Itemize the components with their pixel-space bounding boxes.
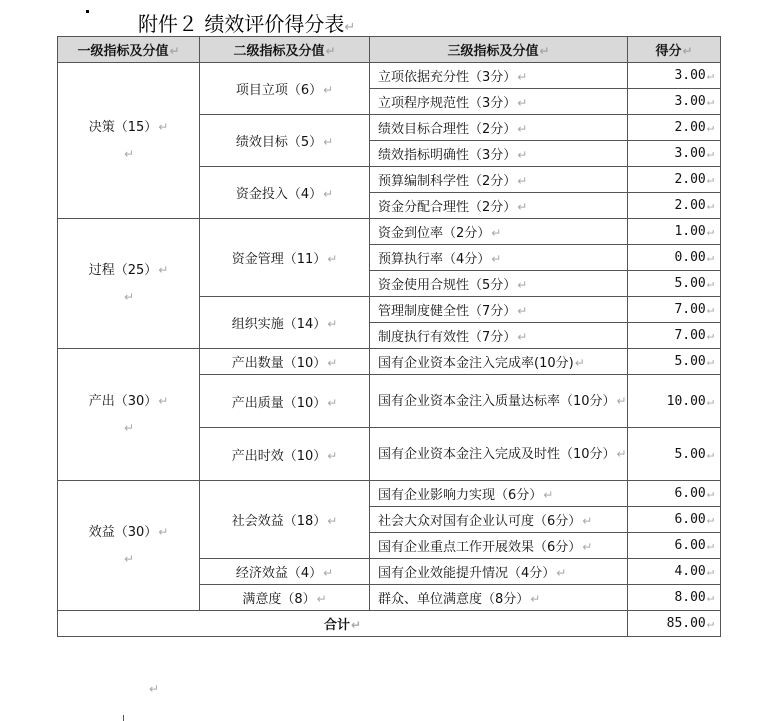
table-row <box>58 349 721 375</box>
table-row <box>58 63 721 89</box>
level3-cell: 资金分配合理性（2分）↵ <box>370 193 628 219</box>
level2-cell: 产出数量（10）↵ <box>200 349 370 375</box>
level3-cell: 管理制度健全性（7分）↵ <box>370 297 628 323</box>
level1-cell: 决策（15）↵ ↵ <box>58 63 200 219</box>
level3-cell: 绩效目标合理性（2分）↵ <box>370 115 628 141</box>
level2-cell: 资金管理（11）↵ <box>200 219 370 297</box>
level2-cell: 项目立项（6）↵ <box>200 63 370 115</box>
table-row <box>58 219 721 245</box>
level2-cell: 产出质量（10）↵ <box>200 375 370 428</box>
corner-mark <box>86 10 89 13</box>
score-cell: 2.00↵ <box>628 193 721 219</box>
score-cell: 0.00↵ <box>628 245 721 271</box>
score-cell: 6.00↵ <box>628 533 721 559</box>
level3-cell: 立项程序规范性（3分）↵ <box>370 89 628 115</box>
level2-cell: 组织实施（14）↵ <box>200 297 370 349</box>
score-cell: 1.00↵ <box>628 219 721 245</box>
level1-cell: 产出（30）↵ ↵ <box>58 349 200 481</box>
total-score: 85.00↵ <box>628 611 721 637</box>
level2-cell: 绩效目标（5）↵ <box>200 115 370 167</box>
score-cell: 3.00↵ <box>628 89 721 115</box>
level3-cell: 社会大众对国有企业认可度（6分）↵ <box>370 507 628 533</box>
level3-cell: 群众、单位满意度（8分）↵ <box>370 585 628 611</box>
level3-cell: 预算编制科学性（2分）↵ <box>370 167 628 193</box>
score-cell: 7.00↵ <box>628 323 721 349</box>
score-table <box>57 36 721 637</box>
score-cell: 5.00↵ <box>628 271 721 297</box>
level2-cell: 经济效益（4）↵ <box>200 559 370 585</box>
header-score: 得分↵ <box>628 37 721 63</box>
total-label: 合计↵ <box>58 611 628 637</box>
level3-cell: 国有企业效能提升情况（4分）↵ <box>370 559 628 585</box>
score-cell: 4.00↵ <box>628 559 721 585</box>
score-cell: 3.00↵ <box>628 141 721 167</box>
level2-cell: 社会效益（18）↵ <box>200 481 370 559</box>
level1-cell: 过程（25）↵ ↵ <box>58 219 200 349</box>
score-cell: 6.00↵ <box>628 481 721 507</box>
score-cell: 7.00↵ <box>628 297 721 323</box>
level3-cell: 立项依据充分性（3分）↵ <box>370 63 628 89</box>
level3-cell: 预算执行率（4分）↵ <box>370 245 628 271</box>
level3-cell: 绩效指标明确性（3分）↵ <box>370 141 628 167</box>
level2-cell: 产出时效（10）↵ <box>200 428 370 481</box>
score-cell: 8.00↵ <box>628 585 721 611</box>
page-title: 附件２ 绩效评价得分表↵ <box>138 12 356 36</box>
score-cell: 10.00↵ <box>628 375 721 428</box>
score-cell: 5.00↵ <box>628 428 721 481</box>
level1-cell: 效益（30）↵ ↵ <box>58 481 200 611</box>
level3-cell: 国有企业资本金注入质量达标率（10分）↵ <box>370 375 628 428</box>
score-cell: 2.00↵ <box>628 115 721 141</box>
level3-cell: 国有企业资本金注入完成率(10分)↵ <box>370 349 628 375</box>
header-level1: 一级指标及分值↵ <box>58 37 200 63</box>
level3-cell: 制度执行有效性（7分）↵ <box>370 323 628 349</box>
total-row <box>58 611 721 637</box>
level3-cell: 国有企业资本金注入完成及时性（10分）↵ <box>370 428 628 481</box>
table-row <box>58 481 721 507</box>
paragraph-mark: ↵ <box>149 682 160 696</box>
level2-cell: 资金投入（4）↵ <box>200 167 370 219</box>
level3-cell: 资金使用合规性（5分）↵ <box>370 271 628 297</box>
score-cell: 6.00↵ <box>628 507 721 533</box>
header-level2: 二级指标及分值↵ <box>200 37 370 63</box>
table-header-row <box>58 37 721 63</box>
score-cell: 5.00↵ <box>628 349 721 375</box>
level3-cell: 国有企业影响力实现（6分）↵ <box>370 481 628 507</box>
level2-cell: 满意度（8）↵ <box>200 585 370 611</box>
level3-cell: 国有企业重点工作开展效果（6分）↵ <box>370 533 628 559</box>
score-cell: 3.00↵ <box>628 63 721 89</box>
text-cursor <box>123 715 124 721</box>
level3-cell: 资金到位率（2分）↵ <box>370 219 628 245</box>
score-cell: 2.00↵ <box>628 167 721 193</box>
header-level3: 三级指标及分值↵ <box>370 37 628 63</box>
